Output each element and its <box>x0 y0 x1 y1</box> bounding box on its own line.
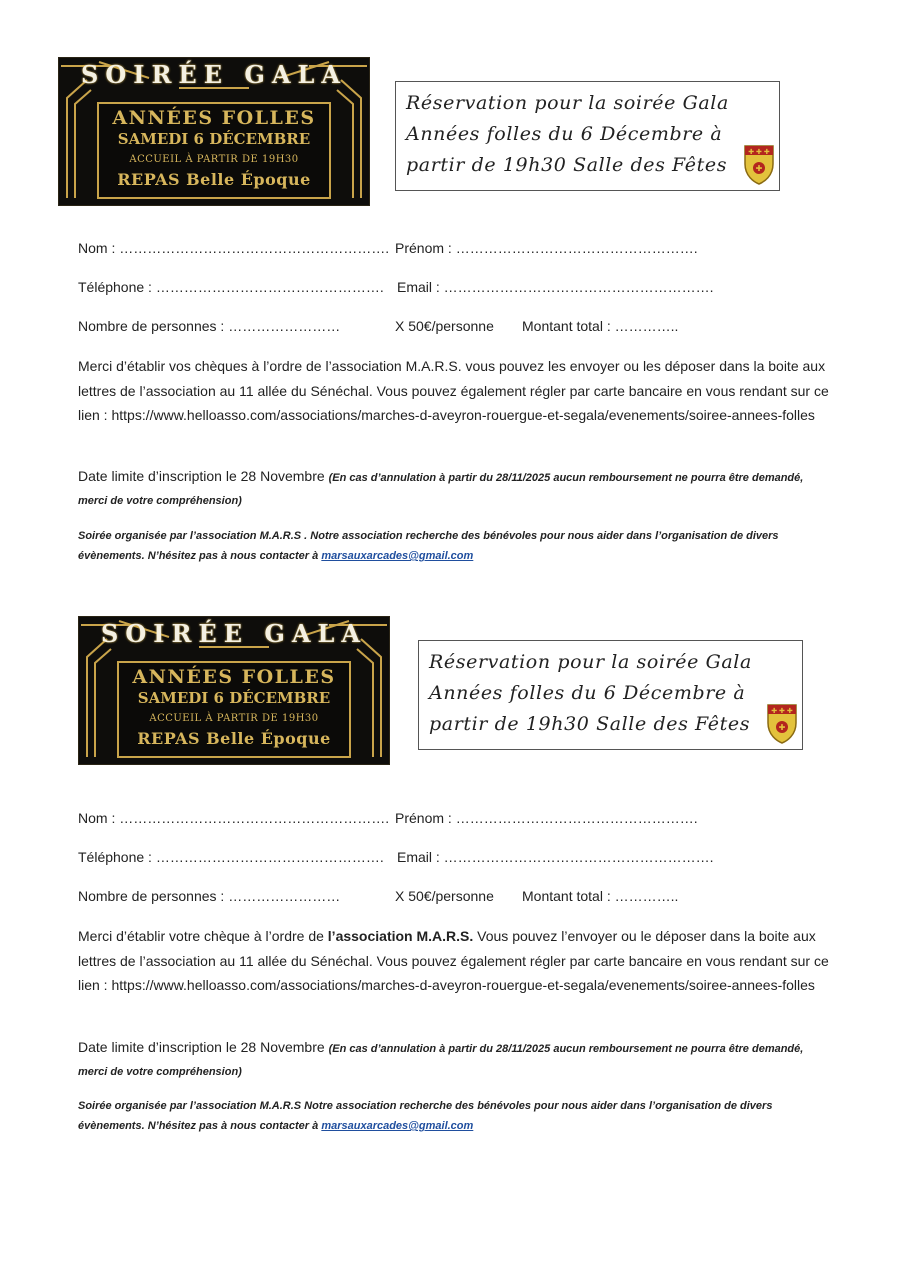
deadline-paragraph <box>78 466 830 512</box>
prix-label: X 50€/personne <box>395 318 494 334</box>
banner-repas: REPAS Belle Époque <box>117 170 311 189</box>
banner-plaque <box>117 661 351 758</box>
banner-accueil: ACCUEIL À PARTIR DE 19H30 <box>129 154 299 165</box>
banner-title: ANNÉES FOLLES <box>112 107 316 129</box>
banner-plaque <box>97 102 331 199</box>
montant-total-field[interactable]: Montant total : ………….. <box>522 318 679 334</box>
coat-of-arms-icon <box>742 142 776 186</box>
prenom-field[interactable]: Prénom : ……………………………………………. <box>395 810 698 826</box>
payment-text-end: Vous pouvez l’envoyer ou le déposer dans la boite aux lettres de l’association au 11 allée du Sénéchal. Vous pouvez également régler par carte bancaire en vous rendant sur ce lien : https://www.helloasso.com/associations/marches-d-aveyron-rouergue-et-segala/evenements/soiree-annees-folles <box>78 928 829 993</box>
deadline-text: Date limite d’inscription le 28 Novembre <box>78 468 325 484</box>
deadline-paragraph <box>78 1037 830 1083</box>
gala-heading: SOIRÉE GALA <box>101 619 367 648</box>
svg-text:✚ ✚ ✚: ✚ ✚ ✚ <box>748 149 770 156</box>
organizer-text: Soirée organisée par l’association M.A.R.S . Notre association recherche des bénévoles pour nous aider dans l’organisation de divers évènements. N’hésitez pas à nous contacter à <box>78 530 779 562</box>
svg-text:✚: ✚ <box>755 164 763 173</box>
telephone-field[interactable]: Téléphone : …………………………………………. <box>78 279 384 295</box>
nom-field[interactable]: Nom : …………………………………………………. <box>78 240 390 256</box>
montant-total-field[interactable]: Montant total : ………….. <box>522 888 679 904</box>
banner-repas: REPAS Belle Époque <box>137 729 331 748</box>
prix-label: X 50€/personne <box>395 888 494 904</box>
svg-text:✚ ✚ ✚: ✚ ✚ ✚ <box>771 708 793 715</box>
deadline-note: (En cas d’annulation à partir du 28/11/2025 aucun remboursement ne pourra être demandé, merci de votre compréhension) <box>78 472 804 507</box>
prenom-field[interactable]: Prénom : ……………………………………………. <box>395 240 698 256</box>
telephone-field[interactable]: Téléphone : …………………………………………. <box>78 849 384 865</box>
banner-date: SAMEDI 6 DÉCEMBRE <box>117 130 311 148</box>
contact-email-link[interactable]: marsauxarcades@gmail.com <box>321 550 474 562</box>
deadline-text: Date limite d’inscription le 28 Novembre <box>78 1039 325 1055</box>
svg-text:✚: ✚ <box>778 723 786 732</box>
banner-date: SAMEDI 6 DÉCEMBRE <box>137 689 331 707</box>
banner-title: ANNÉES FOLLES <box>132 666 336 688</box>
email-field[interactable]: Email : …………………………………………………. <box>397 849 714 865</box>
email-field[interactable]: Email : …………………………………………………. <box>397 279 714 295</box>
deadline-note: (En cas d’annulation à partir du 28/11/2025 aucun remboursement ne pourra être demandé, merci de votre compréhension) <box>78 1043 804 1078</box>
reservation-title-box <box>395 81 780 191</box>
nombre-personnes-field[interactable]: Nombre de personnes : …………………… <box>78 318 341 334</box>
organizer-footer <box>78 526 838 566</box>
payment-text: Merci d’établir vos chèques à l’ordre de l’association M.A.R.S. vous pouvez les envoyer ou les déposer dans la boite aux lettres de l’association au 11 allée du Sénéchal. Vous pouvez également régler par carte bancaire en vous rendant sur ce lien : https://www.helloasso.com/associations/marches-d-aveyron-rouergue-et-segala/evenements/soiree-annees-folles <box>78 358 829 423</box>
event-banner <box>78 616 390 765</box>
reservation-title: Réservation pour la soirée Gala Années folles du 6 Décembre à partir de 19h30 Salle des Fêtes <box>406 92 729 176</box>
payment-paragraph <box>78 924 830 998</box>
reservation-title-box <box>418 640 803 750</box>
payment-text-start: Merci d’établir votre chèque à l’ordre de <box>78 928 328 944</box>
payment-paragraph <box>78 354 830 428</box>
nombre-personnes-field[interactable]: Nombre de personnes : …………………… <box>78 888 341 904</box>
organizer-footer <box>78 1096 838 1136</box>
gala-heading: SOIRÉE GALA <box>81 60 347 89</box>
contact-email-link[interactable]: marsauxarcades@gmail.com <box>321 1120 474 1132</box>
association-name: l’association M.A.R.S. <box>327 928 474 944</box>
reservation-title: Réservation pour la soirée Gala Années folles du 6 Décembre à partir de 19h30 Salle des Fêtes <box>429 651 752 735</box>
coat-of-arms-icon <box>765 701 799 745</box>
nom-field[interactable]: Nom : …………………………………………………. <box>78 810 390 826</box>
banner-accueil: ACCUEIL À PARTIR DE 19H30 <box>149 713 319 724</box>
event-banner <box>58 57 370 206</box>
organizer-text: Soirée organisée par l’association M.A.R.S Notre association recherche des bénévoles pour nous aider dans l’organisation de divers évènements. N’hésitez pas à nous contacter à <box>78 1100 773 1132</box>
